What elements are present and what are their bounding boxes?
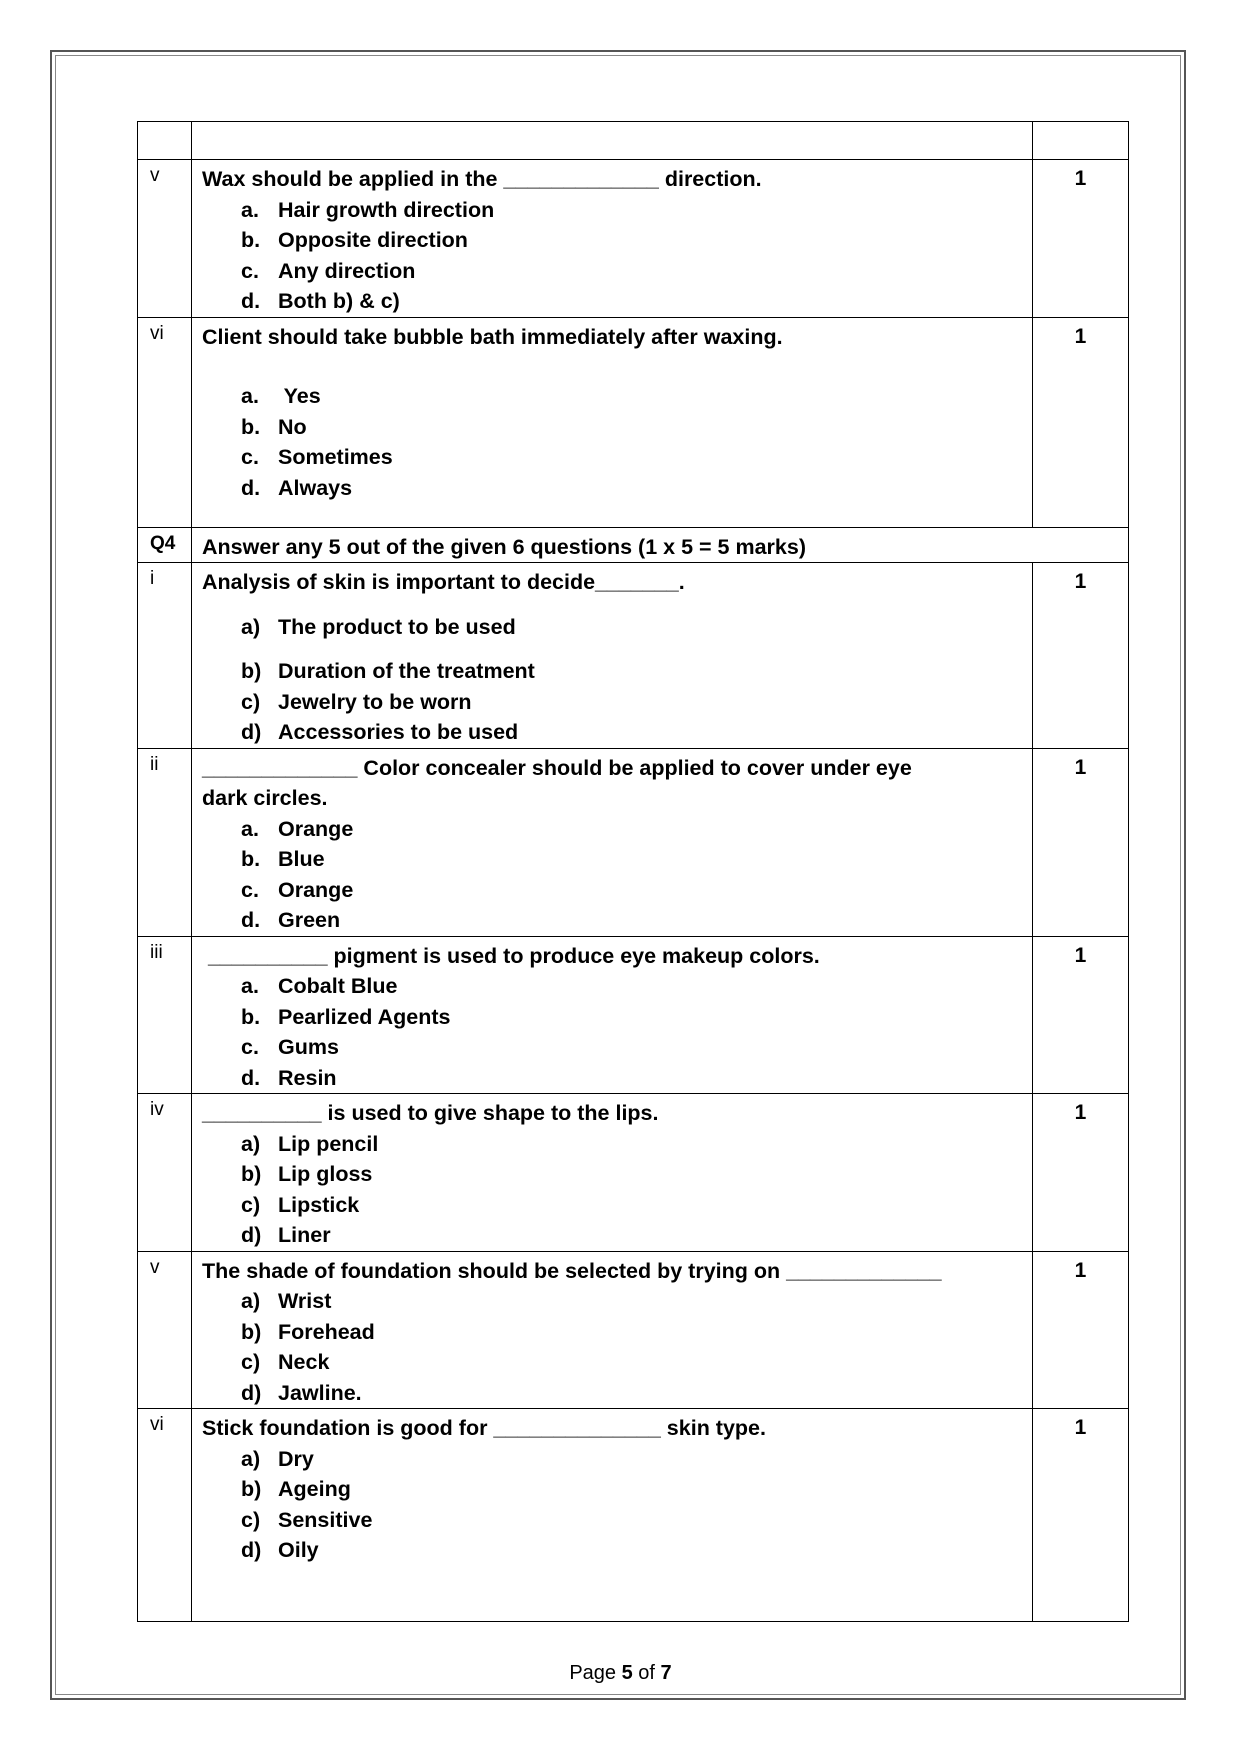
option-text: Green (278, 908, 341, 932)
question-cell (192, 936, 1033, 1094)
option-text: No (278, 414, 307, 439)
option-text: Jewelry to be worn (278, 689, 472, 714)
option-item (241, 1286, 1022, 1317)
option-label: c) (241, 1192, 261, 1217)
option-label: a) (241, 1289, 261, 1313)
question-row (138, 936, 1129, 1094)
option-text: Lip pencil (278, 1131, 379, 1156)
table-top-empty-row (138, 122, 1129, 160)
option-label: d) (241, 1538, 262, 1562)
option-item (241, 1474, 1022, 1505)
question-text: _____________ Color concealer should be applied to cover under eye dark circles. (202, 755, 912, 810)
option-text: Dry (278, 1446, 314, 1471)
question-number: iii (138, 936, 192, 1094)
option-item (241, 381, 1022, 412)
option-label: a. (241, 197, 259, 222)
option-item (241, 687, 1022, 718)
question-table (137, 121, 1129, 1622)
option-text: The product to be used (278, 614, 516, 639)
section-number: Q4 (138, 527, 192, 563)
option-label: a) (241, 1446, 261, 1471)
question-marks: 1 (1033, 936, 1129, 1094)
question-row (138, 748, 1129, 936)
option-item (241, 717, 1022, 748)
option-text: Accessories to be used (278, 720, 519, 744)
option-text: Forehead (278, 1319, 375, 1344)
option-label: c) (241, 1507, 261, 1532)
question-text: Analysis of skin is important to decide_______. (202, 570, 685, 594)
question-text: Client should take bubble bath immediately after waxing. (202, 324, 783, 349)
option-item (241, 225, 1022, 256)
question-text: __________ is used to give shape to the lips. (202, 1101, 659, 1125)
option-text: Cobalt Blue (278, 974, 398, 998)
option-label: d. (241, 475, 261, 500)
option-text: Oily (278, 1538, 319, 1562)
option-item (241, 412, 1022, 443)
option-label: c) (241, 689, 261, 714)
question-marks: 1 (1033, 1251, 1129, 1409)
option-item (241, 905, 1022, 936)
option-list (202, 971, 1022, 1093)
question-marks: 1 (1033, 1094, 1129, 1252)
option-label: d. (241, 908, 261, 932)
option-item (241, 1032, 1022, 1063)
question-cell (192, 317, 1033, 527)
question-row (138, 1251, 1129, 1409)
question-number: iv (138, 1094, 192, 1252)
option-item (241, 1002, 1022, 1033)
option-text: Pearlized Agents (278, 1004, 451, 1029)
option-label: d) (241, 1380, 262, 1405)
option-item (241, 442, 1022, 473)
question-text: Stick foundation is good for ______________ skin type. (202, 1416, 766, 1440)
option-item (241, 1378, 1022, 1409)
option-text: Orange (278, 877, 354, 902)
question-cell (192, 1094, 1033, 1252)
option-text: Lipstick (278, 1192, 360, 1217)
option-text: Both b) & c) (278, 289, 400, 313)
option-item (241, 875, 1022, 906)
option-text: Sometimes (278, 445, 393, 469)
current-page: 5 (621, 1662, 633, 1684)
option-text: Liner (278, 1223, 331, 1247)
question-text: Wax should be applied in the _____________ direction. (202, 167, 762, 191)
option-text: Orange (278, 816, 354, 841)
option-text: Yes (278, 384, 321, 408)
option-list (202, 814, 1022, 936)
option-list (202, 381, 1022, 503)
option-item (241, 195, 1022, 226)
option-label: a) (241, 1131, 261, 1156)
option-label: c. (241, 445, 259, 469)
option-item (241, 844, 1022, 875)
option-text: Wrist (278, 1289, 332, 1313)
question-text: The shade of foundation should be selected by trying on _____________ (202, 1258, 942, 1283)
option-item (241, 1347, 1022, 1378)
option-label: d) (241, 1223, 262, 1247)
option-label: b) (241, 1319, 262, 1344)
option-label: c. (241, 1035, 259, 1059)
question-cell (192, 563, 1033, 749)
option-text: Ageing (278, 1477, 351, 1501)
option-text: Duration of the treatment (278, 659, 535, 683)
question-row (138, 1409, 1129, 1622)
option-item (241, 286, 1022, 317)
question-number: v (138, 160, 192, 318)
question-marks: 1 (1033, 317, 1129, 527)
option-item (241, 1190, 1022, 1221)
option-text: Lip gloss (278, 1162, 373, 1186)
option-text: Always (278, 475, 353, 500)
option-text: Resin (278, 1065, 337, 1090)
section-instruction: Answer any 5 out of the given 6 questions (1 x 5 = 5 marks) (192, 527, 1129, 563)
question-cell (192, 748, 1033, 936)
option-item (241, 1535, 1022, 1566)
option-list (202, 1444, 1022, 1566)
option-item (241, 1129, 1022, 1160)
option-text: Any direction (278, 258, 416, 283)
option-list (202, 195, 1022, 317)
question-cell (192, 1409, 1033, 1622)
option-text: Hair growth direction (278, 197, 495, 222)
section-header-row (138, 527, 1129, 563)
option-item (241, 971, 1022, 1002)
option-label: a. (241, 384, 259, 408)
option-label: b) (241, 1477, 262, 1501)
option-item (241, 1220, 1022, 1251)
option-label: b. (241, 228, 261, 252)
option-label: b. (241, 1004, 261, 1029)
option-label: d. (241, 289, 261, 313)
option-item (241, 656, 1022, 687)
question-row (138, 160, 1129, 318)
option-item (241, 1444, 1022, 1475)
option-item (241, 1505, 1022, 1536)
option-label: b) (241, 659, 262, 683)
option-label: c. (241, 258, 259, 283)
option-label: a. (241, 816, 259, 841)
option-item (241, 814, 1022, 845)
option-item (241, 1159, 1022, 1190)
option-label: a) (241, 614, 261, 639)
option-list (202, 1286, 1022, 1408)
total-pages: 7 (660, 1662, 672, 1684)
question-text: __________ pigment is used to produce eye makeup colors. (202, 943, 820, 968)
option-label: b. (241, 847, 261, 871)
option-label: d. (241, 1065, 261, 1090)
question-marks: 1 (1033, 160, 1129, 318)
option-label: b) (241, 1162, 262, 1186)
option-text: Opposite direction (278, 228, 468, 252)
option-label: c) (241, 1350, 261, 1374)
option-text: Sensitive (278, 1507, 373, 1532)
question-number: ii (138, 748, 192, 936)
question-cell (192, 160, 1033, 318)
question-number: vi (138, 317, 192, 527)
option-label: d) (241, 720, 262, 744)
option-list (202, 612, 1022, 748)
page-number-footer (0, 1662, 1241, 1685)
page-word: Page (569, 1662, 617, 1684)
question-marks: 1 (1033, 1409, 1129, 1622)
question-marks: 1 (1033, 748, 1129, 936)
option-item (241, 473, 1022, 504)
question-row (138, 317, 1129, 527)
option-label: c. (241, 877, 259, 902)
question-marks: 1 (1033, 563, 1129, 749)
question-row (138, 563, 1129, 749)
option-label: b. (241, 414, 261, 439)
question-row (138, 1094, 1129, 1252)
question-cell (192, 1251, 1033, 1409)
option-label: a. (241, 974, 259, 998)
question-number: v (138, 1251, 192, 1409)
option-list (202, 1129, 1022, 1251)
option-text: Jawline. (278, 1380, 362, 1405)
option-item (241, 1063, 1022, 1094)
option-item (241, 1317, 1022, 1348)
question-number: vi (138, 1409, 192, 1622)
of-word: of (638, 1662, 655, 1684)
option-text: Neck (278, 1350, 330, 1374)
option-text: Gums (278, 1035, 339, 1059)
option-item (241, 612, 1022, 643)
question-number: i (138, 563, 192, 749)
option-text: Blue (278, 847, 325, 871)
option-item (241, 256, 1022, 287)
